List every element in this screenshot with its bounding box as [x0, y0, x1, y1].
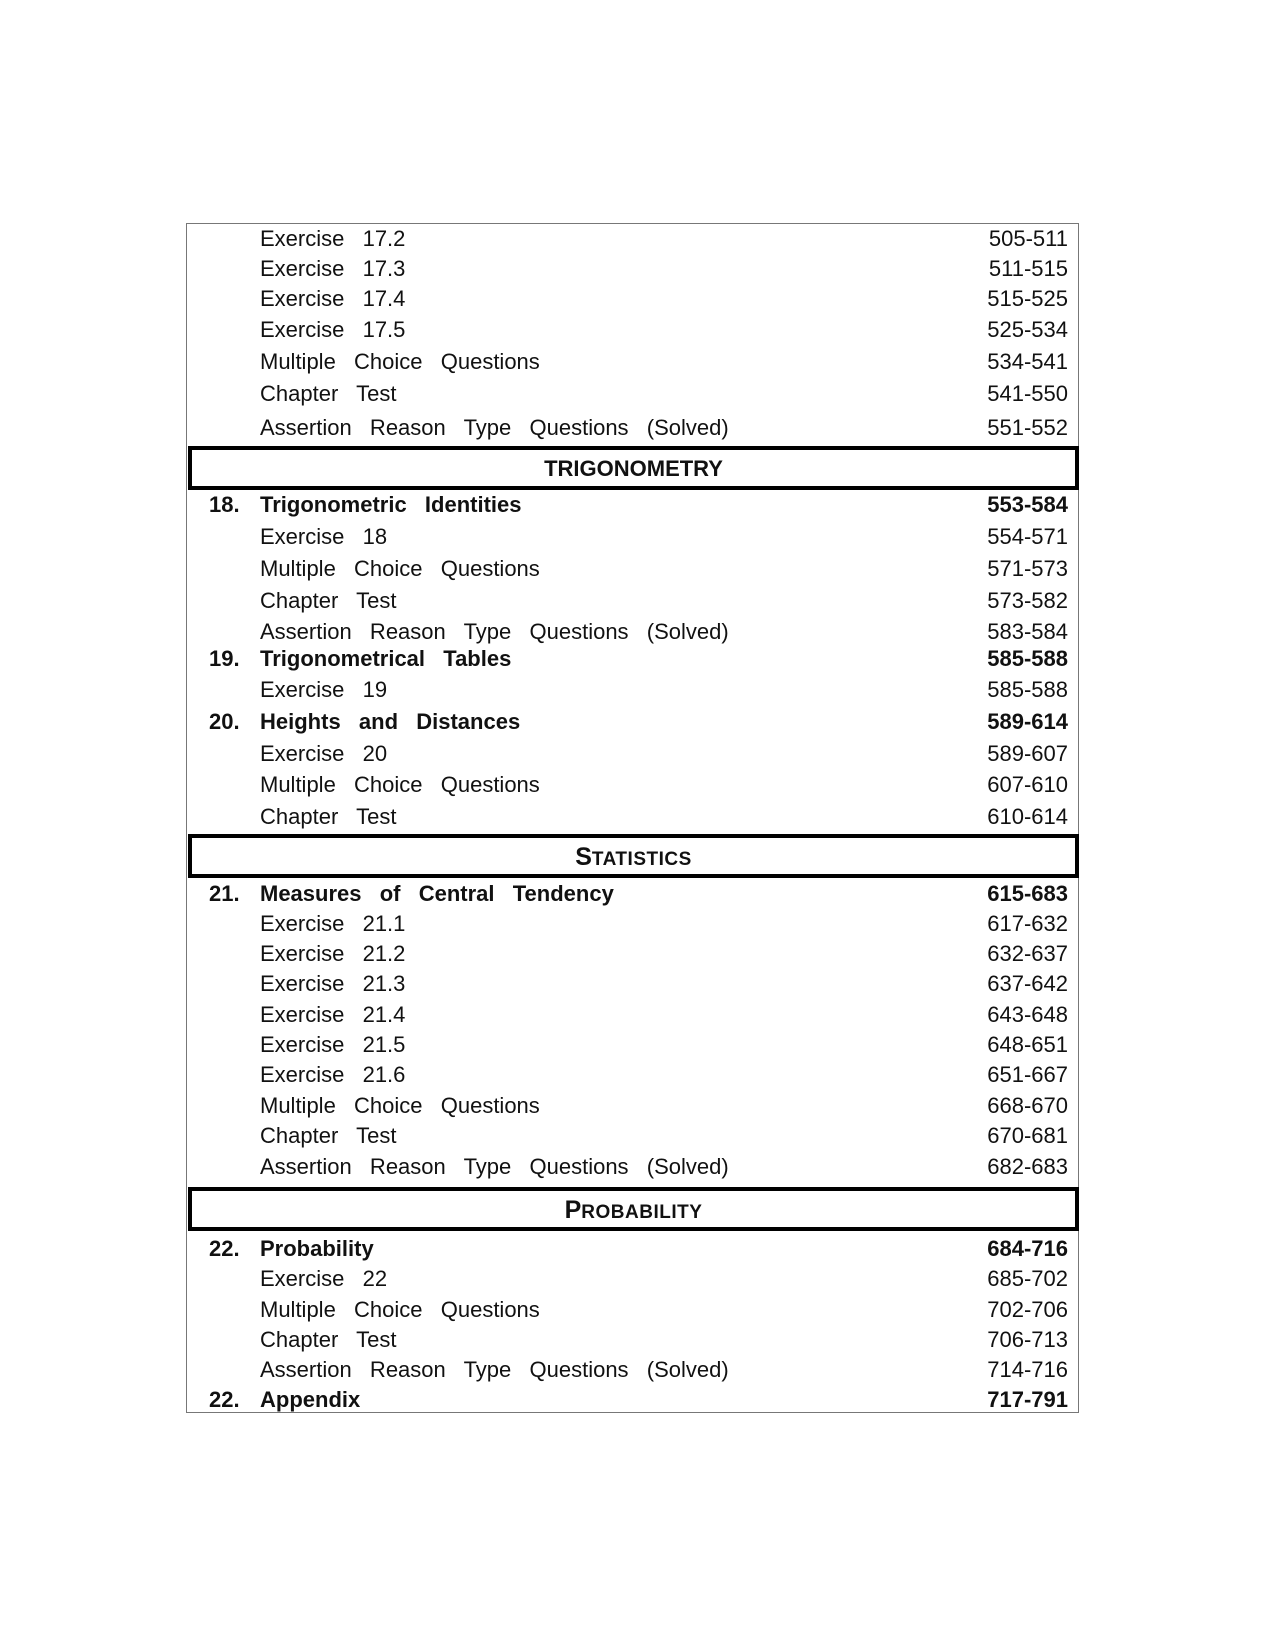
- toc-entry-row: [187, 254, 1078, 284]
- toc-entry-row: [187, 379, 1078, 409]
- entry-title: Exercise 21.6: [260, 1062, 406, 1087]
- page-range: 632-637: [987, 941, 1068, 966]
- chapter-title: Trigonometric Identities: [260, 492, 522, 517]
- chapter-number: 22.: [209, 1236, 240, 1261]
- chapter-row: [187, 1234, 1078, 1264]
- toc-entry-row: [187, 224, 1078, 254]
- toc-entry-row: [187, 1355, 1078, 1385]
- entry-title: Chapter Test: [260, 804, 397, 829]
- chapter-row: [187, 707, 1078, 737]
- page-range: 571-573: [987, 556, 1068, 581]
- entry-title: Assertion Reason Type Questions (Solved): [260, 1154, 729, 1179]
- entry-title: Chapter Test: [260, 1327, 397, 1352]
- page-range: 617-632: [987, 911, 1068, 936]
- section-heading-rest: TATISTICS: [591, 849, 692, 870]
- page-range: 702-706: [987, 1297, 1068, 1322]
- table-of-contents: [186, 223, 1079, 1413]
- toc-entry-row: [187, 284, 1078, 314]
- page-range: 505-511: [988, 226, 1068, 251]
- page-range: 511-515: [988, 256, 1068, 281]
- section-heading-rest: ROBABILITY: [581, 1202, 703, 1223]
- toc-entry-row: [187, 1091, 1078, 1121]
- page-range: 525-534: [987, 317, 1068, 342]
- page-range: 684-716: [987, 1236, 1068, 1261]
- page-range: 573-582: [987, 588, 1068, 613]
- toc-entry-row: [187, 315, 1078, 345]
- section-heading-initial: P: [564, 1196, 582, 1224]
- chapter-title: Probability: [260, 1236, 374, 1261]
- page-range: 583-584: [987, 619, 1068, 644]
- page-range: 637-642: [987, 971, 1068, 996]
- page-range: 706-713: [987, 1327, 1068, 1352]
- chapter-number: 19.: [209, 646, 240, 671]
- page-range: 541-550: [987, 381, 1068, 406]
- toc-entry-row: [187, 739, 1078, 769]
- section-heading-initial: T: [544, 456, 558, 481]
- toc-entry-row: [187, 1000, 1078, 1030]
- page-range: 589-607: [987, 741, 1068, 766]
- page-range: 607-610: [987, 772, 1068, 797]
- entry-title: Multiple Choice Questions: [260, 556, 540, 581]
- toc-entry-row: [187, 770, 1078, 800]
- chapter-title: Trigonometrical Tables: [260, 646, 512, 671]
- page-range: 615-683: [987, 881, 1068, 906]
- toc-entry-row: [187, 802, 1078, 832]
- page-range: 553-584: [987, 492, 1068, 517]
- section-heading: [188, 834, 1079, 878]
- entry-title: Exercise 17.2: [260, 226, 406, 251]
- toc-entry-row: [187, 1060, 1078, 1090]
- toc-entry-row: [187, 522, 1078, 552]
- chapter-number: 18.: [209, 492, 240, 517]
- page-range: 643-648: [987, 1002, 1068, 1027]
- section-heading-rest: RIGONOMETRY: [557, 456, 723, 481]
- entry-title: Multiple Choice Questions: [260, 1297, 540, 1322]
- entry-title: Assertion Reason Type Questions (Solved): [260, 1357, 729, 1382]
- entry-title: Multiple Choice Questions: [260, 1093, 540, 1118]
- chapter-row: [187, 1385, 1078, 1415]
- section-heading: [188, 446, 1079, 490]
- page-range: 648-651: [987, 1032, 1068, 1057]
- entry-title: Multiple Choice Questions: [260, 349, 540, 374]
- toc-entry-row: [187, 675, 1078, 705]
- section-heading: [188, 1187, 1079, 1231]
- toc-entry-row: [187, 347, 1078, 377]
- entry-title: Exercise 19: [260, 677, 388, 702]
- toc-entry-row: [187, 617, 1078, 647]
- page-range: 551-552: [987, 415, 1068, 440]
- page-range: 534-541: [987, 349, 1068, 374]
- page-range: 714-716: [987, 1357, 1068, 1382]
- toc-entry-row: [187, 1295, 1078, 1325]
- page-range: 515-525: [987, 286, 1068, 311]
- chapter-number: 22.: [209, 1387, 240, 1412]
- page-range: 668-670: [987, 1093, 1068, 1118]
- chapter-number: 20.: [209, 709, 240, 734]
- entry-title: Exercise 22: [260, 1266, 388, 1291]
- page-range: 717-791: [987, 1387, 1068, 1412]
- chapter-title: Appendix: [260, 1387, 361, 1412]
- entry-title: Exercise 17.4: [260, 286, 406, 311]
- page-range: 554-571: [987, 524, 1068, 549]
- entry-title: Multiple Choice Questions: [260, 772, 540, 797]
- entry-title: Exercise 21.1: [260, 911, 406, 936]
- page-range: 585-588: [987, 677, 1068, 702]
- entry-title: Exercise 18: [260, 524, 388, 549]
- toc-entry-row: [187, 939, 1078, 969]
- chapter-title: Measures of Central Tendency: [260, 881, 614, 906]
- page-range: 670-681: [987, 1123, 1068, 1148]
- page-range: 685-702: [987, 1266, 1068, 1291]
- toc-entry-row: [187, 554, 1078, 584]
- toc-entry-row: [187, 1264, 1078, 1294]
- entry-title: Exercise 21.2: [260, 941, 406, 966]
- toc-entry-row: [187, 909, 1078, 939]
- page-range: 585-588: [987, 646, 1068, 671]
- toc-entry-row: [187, 1325, 1078, 1355]
- section-heading-initial: S: [575, 843, 592, 871]
- chapter-row: [187, 879, 1078, 909]
- toc-entry-row: [187, 969, 1078, 999]
- entry-title: Exercise 17.3: [260, 256, 406, 281]
- entry-title: Exercise 20: [260, 741, 388, 766]
- toc-entry-row: [187, 1121, 1078, 1151]
- entry-title: Chapter Test: [260, 1123, 397, 1148]
- entry-title: Exercise 17.5: [260, 317, 406, 342]
- page-range: 589-614: [987, 709, 1068, 734]
- entry-title: Exercise 21.5: [260, 1032, 406, 1057]
- entry-title: Chapter Test: [260, 381, 397, 406]
- page-range: 651-667: [987, 1062, 1068, 1087]
- toc-entry-row: [187, 413, 1078, 443]
- toc-entry-row: [187, 1030, 1078, 1060]
- page-range: 610-614: [987, 804, 1068, 829]
- chapter-row: [187, 490, 1078, 520]
- entry-title: Exercise 21.3: [260, 971, 406, 996]
- toc-entry-row: [187, 586, 1078, 616]
- entry-title: Assertion Reason Type Questions (Solved): [260, 415, 729, 440]
- entry-title: Exercise 21.4: [260, 1002, 406, 1027]
- entry-title: Chapter Test: [260, 588, 397, 613]
- page-range: 682-683: [987, 1154, 1068, 1179]
- chapter-title: Heights and Distances: [260, 709, 521, 734]
- toc-entry-row: [187, 1152, 1078, 1182]
- entry-title: Assertion Reason Type Questions (Solved): [260, 619, 729, 644]
- chapter-row: [187, 644, 1078, 674]
- chapter-number: 21.: [209, 881, 240, 906]
